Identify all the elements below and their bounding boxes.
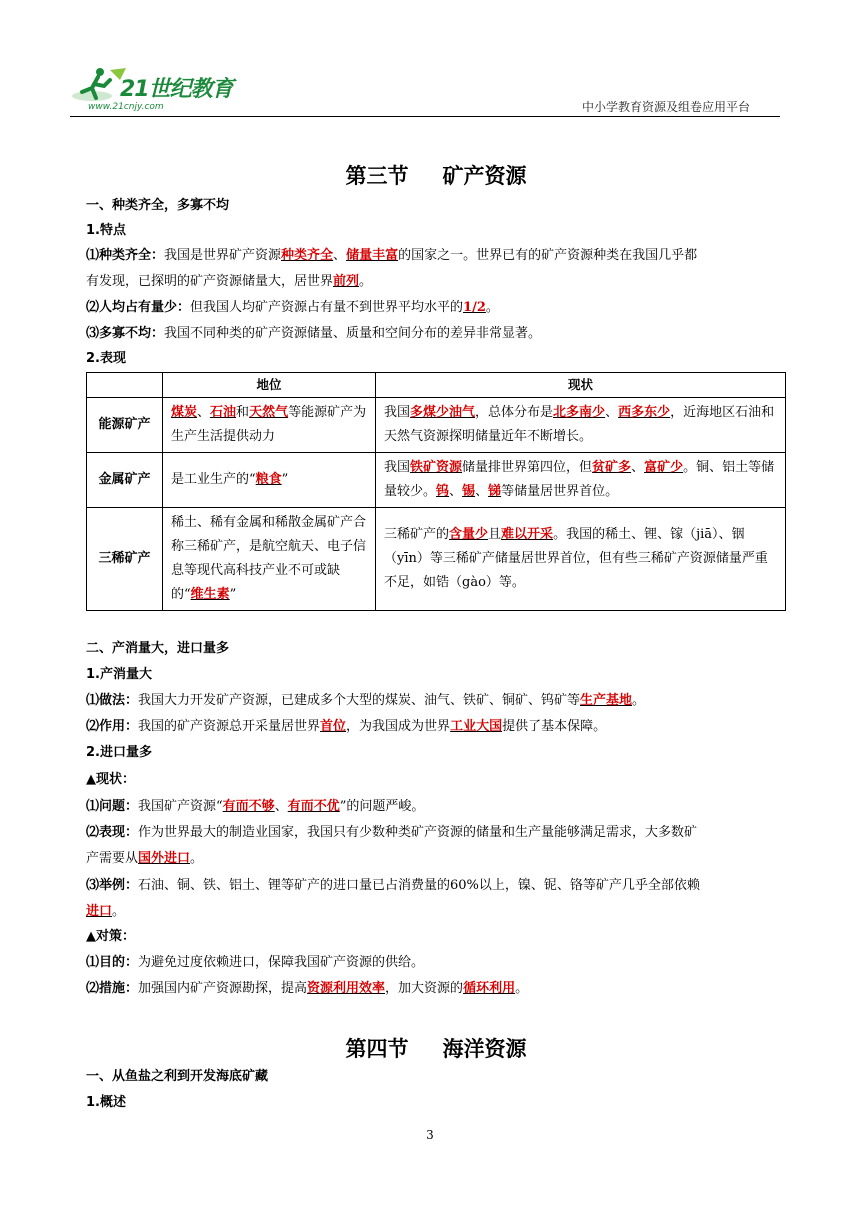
text-span: 。 xyxy=(359,274,373,289)
keyword-highlight: 有而不够 xyxy=(222,799,275,814)
paragraph-r2 xyxy=(86,820,786,845)
text-span: 我国 xyxy=(384,405,411,420)
item-label: ⑴目的： xyxy=(86,955,139,970)
text-span: 作为世界最大的制造业国家，我国只有少数种类矿产资源的储量和生产量能够满足需求，大多数矿 xyxy=(138,825,698,840)
mineral-table xyxy=(86,372,786,611)
section4-number: 第四节 xyxy=(345,1037,409,1061)
header-rule xyxy=(70,116,780,117)
text-span: 。 xyxy=(112,904,126,919)
text-span: ” xyxy=(229,587,237,602)
text-span: 。铜、铝土等储量较少。 xyxy=(384,460,775,499)
item-label: ⑴种类齐全： xyxy=(86,248,165,263)
text-span: 、 xyxy=(605,405,619,420)
text-span: 我国是世界矿产资源 xyxy=(164,248,282,263)
keyword-highlight: 生产基地 xyxy=(580,693,633,708)
text-span: 等储量居世界首位。 xyxy=(501,484,619,499)
keyword-highlight: 天然气 xyxy=(249,405,289,420)
text-span: 三稀矿产的 xyxy=(384,527,450,542)
section3-name: 矿产资源 xyxy=(442,164,527,188)
row-category: 能源矿产 xyxy=(87,398,163,453)
keyword-highlight: 贫矿多 xyxy=(592,460,632,475)
row-category: 三稀矿产 xyxy=(87,508,163,611)
table-row xyxy=(87,398,786,453)
paragraph-q2 xyxy=(86,714,786,739)
paragraph-s2 xyxy=(86,976,786,1001)
paragraph-r2-cont xyxy=(86,846,786,871)
heading-2-1: 1.产消量大 xyxy=(86,667,152,682)
heading-1-2: 2.表现 xyxy=(86,351,126,366)
text-span: 有发现，已探明的矿产资源储量大，居世界 xyxy=(86,274,334,289)
keyword-highlight: 循环利用 xyxy=(463,981,516,996)
keyword-highlight: 铁矿资源 xyxy=(410,460,463,475)
measure-heading: ▲对策： xyxy=(86,929,135,944)
keyword-highlight: 粮食 xyxy=(255,472,282,487)
logo-url-text: www.21cnjy.com xyxy=(88,102,164,112)
text-span: 提供了基本保障。 xyxy=(502,719,607,734)
row-position xyxy=(163,453,376,508)
text-span: 为避免过度依赖进口，保障我国矿产资源的供给。 xyxy=(138,955,425,970)
text-span: ，为我国成为世界 xyxy=(346,719,451,734)
text-span: ，加大资源的 xyxy=(385,981,464,996)
text-span: 稀土、稀有金属和稀散金属矿产合称三稀矿产，是航空航天、电子信息等现代高科技产业不可或缺的“ xyxy=(171,515,367,602)
text-span: 是工业生产的“ xyxy=(171,472,256,487)
keyword-highlight: 富矿少 xyxy=(644,460,684,475)
keyword-highlight: 资源利用效率 xyxy=(307,981,386,996)
paragraph-r1 xyxy=(86,794,786,819)
text-span: ” xyxy=(281,472,289,487)
row-position xyxy=(163,508,376,611)
keyword-highlight: 难以开采 xyxy=(501,527,554,542)
section4-title xyxy=(86,1033,786,1063)
paragraph-1-cont xyxy=(86,269,786,294)
keyword-highlight: 多煤少油气 xyxy=(410,405,476,420)
keyword-highlight: 1/2 xyxy=(463,300,486,315)
table-row xyxy=(87,508,786,611)
section4-heading-1-1: 1.概述 xyxy=(86,1095,126,1110)
paragraph-3 xyxy=(86,321,786,346)
keyword-highlight: 煤炭 xyxy=(171,405,198,420)
text-span: 石油、铜、铁、铝土、锂等矿产的进口量已占消费量的60%以上，镍、铌、铬等矿产几乎全部依赖 xyxy=(138,878,700,893)
table-header-status: 现状 xyxy=(376,373,786,398)
item-label: ⑵表现： xyxy=(86,825,139,840)
heading-2-2: 2.进口量多 xyxy=(86,745,152,760)
heading-1-1: 1.特点 xyxy=(86,223,126,238)
keyword-highlight: 国外进口 xyxy=(138,851,191,866)
keyword-highlight: 锡 xyxy=(462,484,476,499)
text-span: 我国 xyxy=(384,460,411,475)
item-label: ⑵作用： xyxy=(86,719,139,734)
text-span: 、 xyxy=(333,248,347,263)
section4-heading-1: 一、从鱼盐之利到开发海底矿藏 xyxy=(86,1069,269,1084)
text-span: 储量排世界第四位，但 xyxy=(462,460,593,475)
text-span: 、 xyxy=(475,484,489,499)
row-category: 金属矿产 xyxy=(87,453,163,508)
section3-number: 第三节 xyxy=(345,164,409,188)
section3-title xyxy=(86,160,786,190)
item-label: ⑴做法： xyxy=(86,693,139,708)
paragraph-r3-cont xyxy=(86,899,786,924)
text-span: 产需要从 xyxy=(86,851,139,866)
paragraph-s1 xyxy=(86,950,786,975)
text-span: 。 xyxy=(485,300,499,315)
item-label: ⑵人均占有量少： xyxy=(86,300,191,315)
heading-1: 一、种类齐全，多寡不均 xyxy=(86,198,230,213)
keyword-highlight: 北多南少 xyxy=(553,405,606,420)
row-status xyxy=(376,508,786,611)
keyword-highlight: 钨 xyxy=(436,484,450,499)
status-heading: ▲现状： xyxy=(86,772,135,787)
keyword-highlight: 储量丰富 xyxy=(346,248,399,263)
row-position xyxy=(163,398,376,453)
text-span: 。我国的稀土、锂、镓（jiā）、铟（yīn）等三稀矿产储量居世界首位，但有些三稀矿产资源储量严重不足，如锆（gào）等。 xyxy=(384,527,768,590)
page-number: 3 xyxy=(426,1128,434,1142)
text-span: ，总体分布是 xyxy=(475,405,554,420)
text-span: 。 xyxy=(632,693,646,708)
text-span: ”的问题严峻。 xyxy=(339,799,425,814)
text-span: 。 xyxy=(515,981,529,996)
table-header-empty xyxy=(87,373,163,398)
section4-name: 海洋资源 xyxy=(442,1037,527,1061)
keyword-highlight: 有而不优 xyxy=(287,799,340,814)
paragraph-1 xyxy=(86,243,786,268)
page-header xyxy=(70,66,780,118)
item-label: ⑵措施： xyxy=(86,981,139,996)
text-span: 但我国人均矿产资源占有量不到世界平均水平的 xyxy=(190,300,464,315)
text-span: 我国矿产资源“ xyxy=(138,799,223,814)
keyword-highlight: 西多东少 xyxy=(618,405,671,420)
keyword-highlight: 维生素 xyxy=(190,587,230,602)
logo xyxy=(70,66,240,118)
keyword-highlight: 种类齐全 xyxy=(281,248,334,263)
text-span: 我国不同种类的矿产资源储量、质量和空间分布的差异非常显著。 xyxy=(164,326,542,341)
text-span: 、 xyxy=(197,405,211,420)
text-span: 、 xyxy=(274,799,288,814)
text-span: ，近海地区石油和天然气资源探明储量近年不断增长。 xyxy=(384,405,775,444)
item-label: ⑴问题： xyxy=(86,799,139,814)
text-span: 我国大力开发矿产资源，已建成多个大型的煤炭、油气、铁矿、铜矿、钨矿等 xyxy=(138,693,581,708)
text-span: 的国家之一。世界已有的矿产资源种类在我国几乎都 xyxy=(398,248,698,263)
text-span: 和 xyxy=(236,405,250,420)
text-span: 我国的矿产资源总开采量居世界 xyxy=(138,719,321,734)
logo-brand-text: 21世纪教育 xyxy=(120,77,233,102)
heading-2: 二、产消量大，进口量多 xyxy=(86,641,230,656)
table-row xyxy=(87,453,786,508)
keyword-highlight: 石油 xyxy=(210,405,237,420)
keyword-highlight: 工业大国 xyxy=(450,719,503,734)
text-span: 等能源矿产为生产生活提供动力 xyxy=(171,405,367,444)
keyword-highlight: 进口 xyxy=(86,904,113,919)
table-header-position: 地位 xyxy=(163,373,376,398)
paragraph-r3 xyxy=(86,873,786,898)
text-span: 加强国内矿产资源勘探，提高 xyxy=(138,981,308,996)
keyword-highlight: 前列 xyxy=(333,274,360,289)
item-label: ⑶多寡不均： xyxy=(86,326,165,341)
keyword-highlight: 含量少 xyxy=(449,527,489,542)
keyword-highlight: 锑 xyxy=(488,484,502,499)
keyword-highlight: 首位 xyxy=(320,719,347,734)
text-span: 且 xyxy=(488,527,502,542)
text-span: 、 xyxy=(449,484,463,499)
text-span: 。 xyxy=(190,851,204,866)
item-label: ⑶举例： xyxy=(86,878,139,893)
text-span: 、 xyxy=(631,460,645,475)
paragraph-2 xyxy=(86,295,786,320)
paragraph-q1 xyxy=(86,688,786,713)
row-status xyxy=(376,453,786,508)
row-status xyxy=(376,398,786,453)
platform-name: 中小学教育资源及组卷应用平台 xyxy=(581,100,750,114)
table-header-row xyxy=(87,373,786,398)
